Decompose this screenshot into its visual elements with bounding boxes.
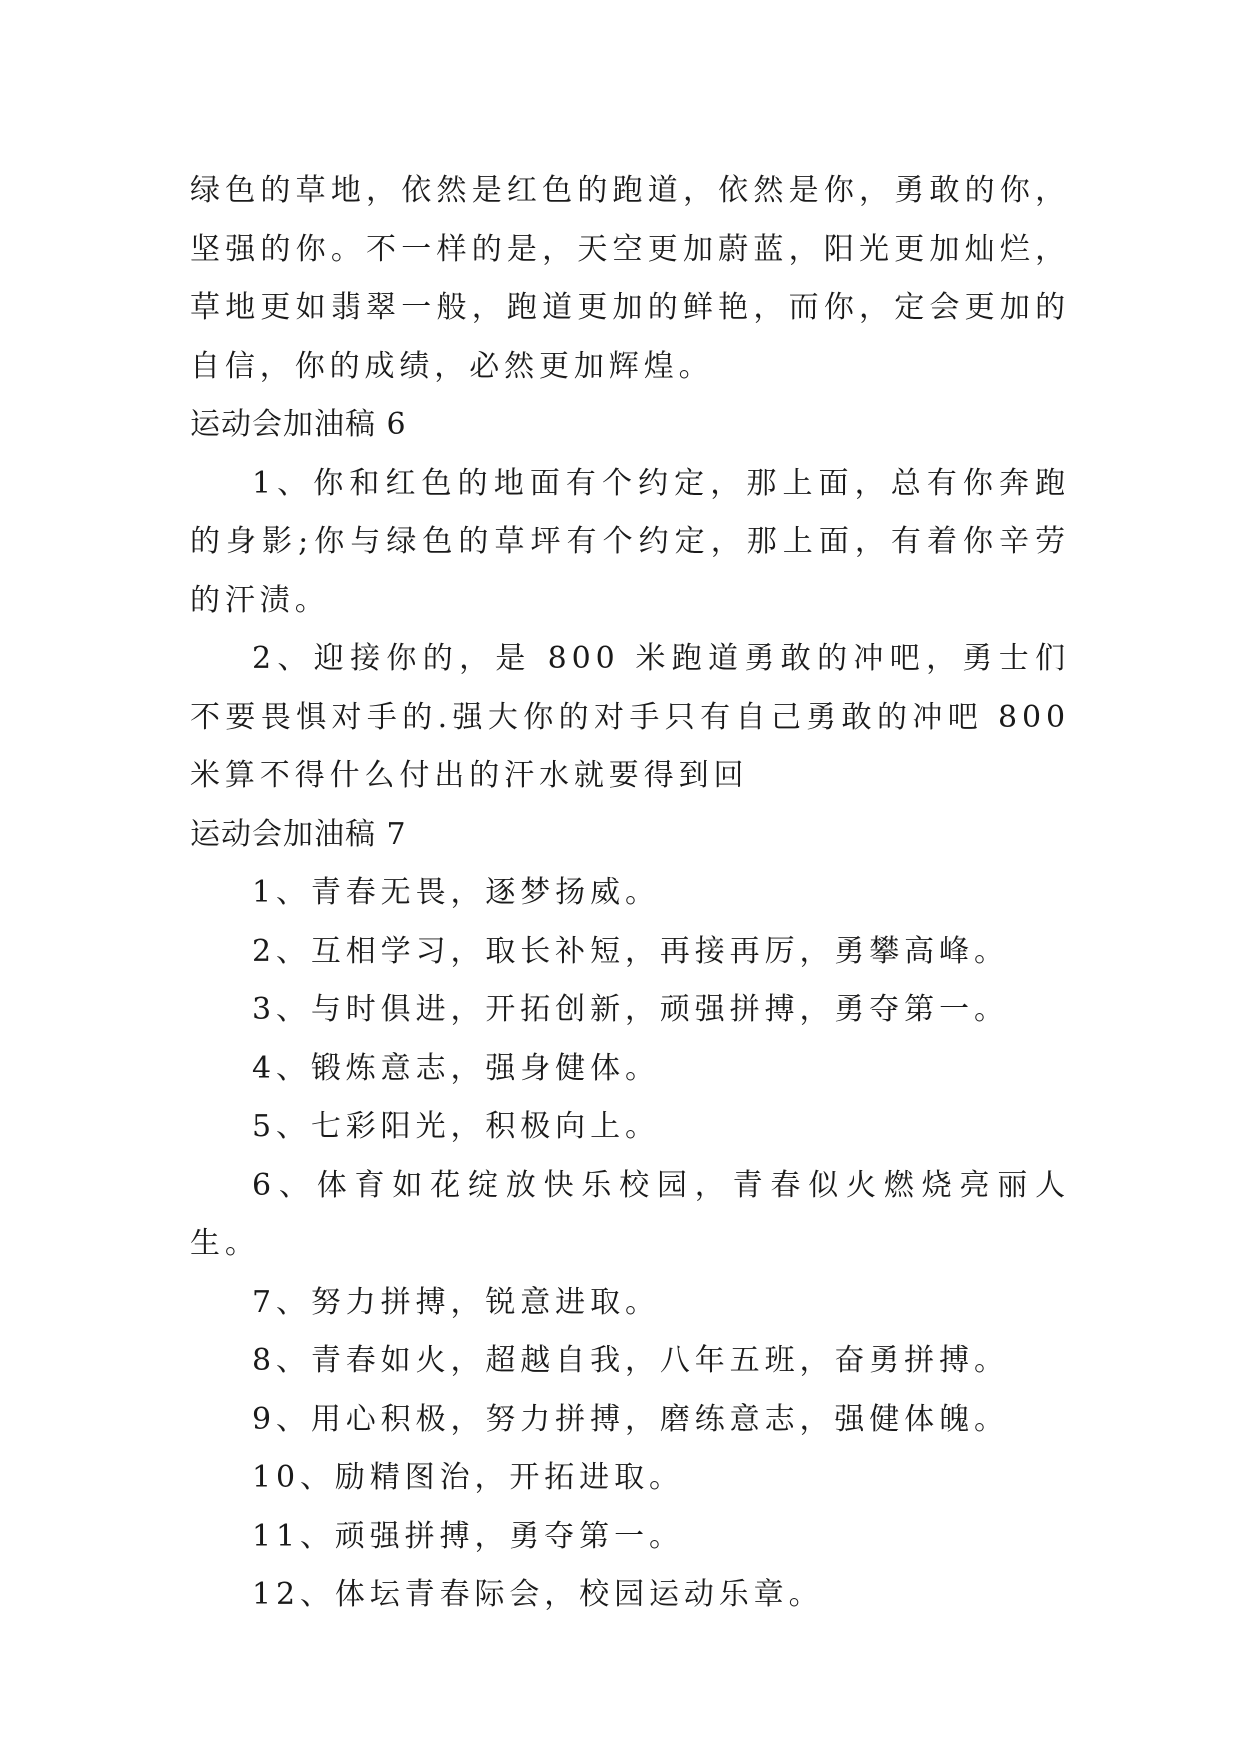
paragraph-intro: 绿色的草地，依然是红色的跑道，依然是你，勇敢的你，坚强的你。不一样的是，天空更加蔚蓝，阳光更加灿烂，草地更如翡翠一般，跑道更加的鲜艳，而你，定会更加的自信，你的成绩，必然更加辉煌。: [190, 173, 1070, 384]
list-item-7-9: 9、用心积极，努力拼搏，磨练意志，强健体魄。: [252, 1401, 1009, 1437]
list-item-7-3: 3、与时俱进，开拓创新，顽强拼搏，勇夺第一。: [252, 992, 1009, 1027]
list-item-7-2: 2、互相学习，取长补短，再接再厉，勇攀高峰。: [252, 933, 1009, 969]
list-item-7-4: 4、锻炼意志，强身健体。: [252, 1050, 660, 1086]
list-item-7-10: 10、励精图治，开拓进取。: [252, 1460, 684, 1495]
section-heading-6: 运动会加油稿 6: [190, 407, 407, 442]
list-item-7-11: 11、顽强拼搏，勇夺第一。: [252, 1518, 684, 1554]
list-item-7-6: 6、体育如花绽放快乐校园，青春似火燃烧亮丽人生。: [190, 1167, 1070, 1261]
list-item-7-8: 8、青春如火，超越自我，八年五班，奋勇拼搏。: [252, 1343, 1009, 1378]
list-item-7-5: 5、七彩阳光，积极向上。: [252, 1109, 660, 1144]
list-item-7-12: 12、体坛青春际会，校园运动乐章。: [252, 1577, 824, 1612]
paragraph-item-6-1: 1、你和红色的地面有个约定，那上面，总有你奔跑的身影;你与绿色的草坪有个约定，那上面，有着你辛劳的汗渍。: [190, 465, 1070, 618]
document-page: [190, 162, 1070, 1625]
list-item-7-7: 7、努力拼搏，锐意进取。: [252, 1284, 660, 1320]
paragraph-item-6-2: 2、迎接你的，是 800 米跑道勇敢的冲吧，勇士们不要畏惧对手的.强大你的对手只有自己勇敢的冲吧 800 米算不得什么付出的汗水就要得到回: [190, 641, 1070, 793]
list-item-7-1: 1、青春无畏，逐梦扬威。: [252, 875, 660, 910]
section-heading-7: 运动会加油稿 7: [190, 816, 407, 852]
